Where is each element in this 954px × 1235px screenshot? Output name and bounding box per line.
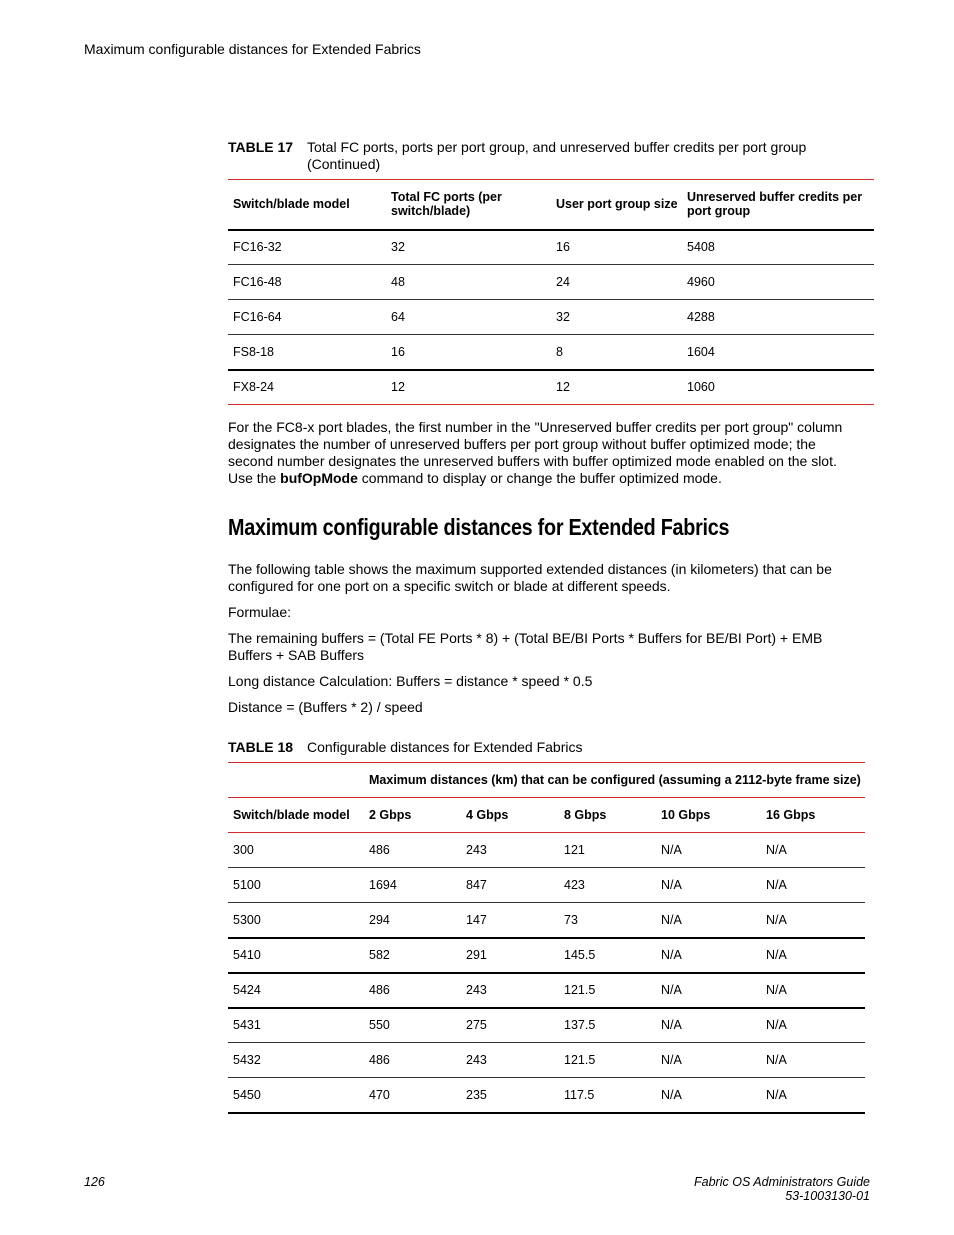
- table-cell: N/A: [766, 912, 787, 927]
- table-row: [228, 1078, 865, 1113]
- table-cell: N/A: [766, 983, 787, 997]
- table-cell: 48: [391, 275, 405, 289]
- table-cell: N/A: [661, 878, 682, 892]
- table-cell: 117.5: [564, 1087, 595, 1102]
- table-cell: 73: [564, 912, 578, 927]
- table17-header-row: [228, 180, 874, 230]
- table-cell: N/A: [766, 1018, 787, 1033]
- table-cell: 423: [564, 878, 585, 892]
- table17-col-credits: [682, 180, 874, 230]
- table-cell: N/A: [661, 1087, 682, 1102]
- table-row: [228, 370, 874, 405]
- table18-col-model: Switch/blade model: [233, 808, 350, 822]
- table18-caption-text: Configurable distances for Extended Fabrics: [307, 739, 583, 755]
- table17-col-model: Switch/blade model: [233, 197, 350, 212]
- table-cell: N/A: [766, 1053, 787, 1067]
- table-cell: N/A: [661, 948, 682, 962]
- table-cell: 5300: [233, 912, 261, 927]
- footer-doc-info: [694, 1175, 870, 1203]
- table-cell: 1060: [687, 380, 715, 395]
- table-cell: 64: [391, 310, 405, 324]
- table-cell: 235: [466, 1087, 487, 1102]
- table18-header-row: [228, 798, 865, 833]
- table18-col-8gbps: 8 Gbps: [564, 808, 607, 822]
- table18-caption: [228, 739, 868, 757]
- table17: [228, 179, 874, 405]
- table-cell: 5450: [233, 1087, 261, 1102]
- table18-label: TABLE 18: [228, 739, 294, 755]
- formula-long-distance: Long distance Calculation: Buffers = distance * speed * 0.5: [228, 673, 593, 689]
- table-cell: 300: [233, 843, 254, 857]
- table-cell: FC16-64: [233, 310, 282, 324]
- table18: [228, 762, 865, 1114]
- table18-col-4gbps: 4 Gbps: [466, 808, 509, 822]
- table-cell: 147: [466, 912, 487, 927]
- table-row: [228, 868, 865, 903]
- command-name: bufOpMode: [280, 470, 358, 486]
- table-cell: FC16-32: [233, 240, 282, 255]
- table-cell: 12: [391, 380, 405, 395]
- table-cell: 291: [466, 948, 487, 962]
- footer-doc-number: 53-1003130-01: [785, 1189, 870, 1203]
- table17-col-total-ports: [386, 180, 551, 230]
- table18-col-10gbps: 10 Gbps: [661, 808, 711, 822]
- table-cell: 582: [369, 948, 390, 962]
- intro-paragraph: [228, 561, 858, 595]
- running-header: Maximum configurable distances for Extended Fabrics: [84, 41, 421, 57]
- table-row: [228, 335, 874, 370]
- table-cell: 5408: [687, 240, 715, 255]
- table-row: [228, 300, 874, 335]
- table17-col-total-ports-l1: Total FC ports (per: [391, 190, 502, 205]
- note-line: [228, 470, 858, 487]
- table-row: [228, 938, 865, 973]
- note-line: second number designates the unreserved buffers with buffer optimized mode enabled on the slot.: [228, 453, 837, 469]
- table-row: [228, 265, 874, 300]
- table-cell: 486: [369, 1053, 390, 1067]
- table-cell: 5424: [233, 983, 261, 997]
- table-cell: 470: [369, 1087, 390, 1102]
- table-cell: N/A: [661, 912, 682, 927]
- note-paragraph: [228, 419, 858, 487]
- formula-remaining-buffers: [228, 630, 858, 664]
- table-row: [228, 833, 865, 868]
- table17-caption-line2: (Continued): [307, 156, 381, 172]
- table-cell: 4288: [687, 310, 715, 324]
- note-line: For the FC8-x port blades, the first number in the "Unreserved buffer credits per port group" column: [228, 419, 843, 435]
- table17-col-credits-l1: Unreserved buffer credits per: [687, 190, 863, 205]
- table-cell: 243: [466, 1053, 487, 1067]
- note-text: Use the: [228, 470, 281, 486]
- table-cell: 550: [369, 1018, 390, 1033]
- table-cell: 486: [369, 843, 390, 857]
- table17-col-total-ports-l2: switch/blade): [391, 204, 471, 219]
- table-cell: N/A: [661, 1053, 682, 1067]
- table-cell: 145.5: [564, 948, 596, 962]
- table-row: [228, 903, 865, 938]
- table-cell: 1604: [687, 344, 715, 359]
- table18-col-16gbps: 16 Gbps: [766, 808, 816, 822]
- table18-col-2gbps: 2 Gbps: [369, 808, 412, 822]
- table-cell: FS8-18: [233, 344, 274, 359]
- formula-distance: Distance = (Buffers * 2) / speed: [228, 699, 423, 715]
- table18-span-header-row: [228, 763, 865, 798]
- table-cell: 486: [369, 983, 390, 997]
- table-cell: 243: [466, 843, 487, 857]
- table-cell: 121: [564, 843, 585, 857]
- table-cell: N/A: [766, 948, 787, 962]
- table-cell: 294: [369, 912, 390, 927]
- section-title: Maximum configurable distances for Extended Fabrics: [228, 514, 730, 540]
- table-cell: N/A: [661, 843, 682, 857]
- note-text: command to display or change the buffer optimized mode.: [357, 470, 722, 486]
- table-cell: 275: [466, 1018, 487, 1033]
- table-cell: 4960: [687, 275, 715, 289]
- table-row: [228, 1008, 865, 1043]
- table-cell: 16: [556, 240, 570, 255]
- table-cell: 5410: [233, 948, 261, 962]
- table-cell: 12: [556, 380, 570, 395]
- table-cell: 1694: [369, 878, 397, 892]
- footer-doc-title: Fabric OS Administrators Guide: [694, 1175, 870, 1189]
- page-number: 126: [84, 1175, 105, 1189]
- table17-col-group-size: User port group size: [556, 197, 678, 212]
- note-line: designates the number of unreserved buffers per port group without buffer optimized mode; the: [228, 436, 816, 452]
- table-cell: 847: [466, 878, 487, 892]
- table-cell: FX8-24: [233, 380, 274, 395]
- table-cell: 5432: [233, 1053, 261, 1067]
- table-cell: N/A: [661, 1018, 682, 1033]
- table-cell: 243: [466, 983, 487, 997]
- table-cell: 24: [556, 275, 570, 289]
- table-cell: 8: [556, 344, 563, 359]
- table-row: [228, 230, 874, 265]
- table17-col-credits-l2: port group: [687, 204, 751, 219]
- formula-line: The remaining buffers = (Total FE Ports * 8) + (Total BE/BI Ports * Buffers for BE/BI Port) + EMB: [228, 630, 823, 646]
- table17-caption-line1: Total FC ports, ports per port group, and unreserved buffer credits per port group: [307, 139, 807, 155]
- table-cell: 16: [391, 344, 405, 359]
- formulae-label: Formulae:: [228, 604, 292, 620]
- intro-line: configured for one port on a specific switch or blade at different speeds.: [228, 578, 671, 594]
- table18-span-header: Maximum distances (km) that can be configured (assuming a 2112-byte frame size): [369, 773, 861, 787]
- table-row: [228, 1043, 865, 1078]
- table-cell: N/A: [766, 843, 787, 857]
- table-cell: 32: [556, 310, 570, 324]
- table-cell: 5431: [233, 1018, 261, 1033]
- intro-line: The following table shows the maximum supported extended distances (in kilometers) that can be: [228, 561, 832, 577]
- table-cell: 121.5: [564, 1053, 596, 1067]
- table-cell: N/A: [661, 983, 682, 997]
- table-cell: N/A: [766, 878, 787, 892]
- table18-span-header-spacer: [228, 763, 364, 798]
- table-cell: 5100: [233, 878, 261, 892]
- table-cell: 121.5: [564, 983, 596, 997]
- table17-label: TABLE 17: [228, 139, 294, 155]
- table-cell: 137.5: [564, 1018, 596, 1033]
- table17-caption: [228, 139, 868, 175]
- formula-line: Buffers + SAB Buffers: [228, 647, 365, 663]
- table-cell: N/A: [766, 1087, 787, 1102]
- table-row: [228, 973, 865, 1008]
- table-cell: FC16-48: [233, 275, 282, 289]
- table-cell: 32: [391, 240, 405, 255]
